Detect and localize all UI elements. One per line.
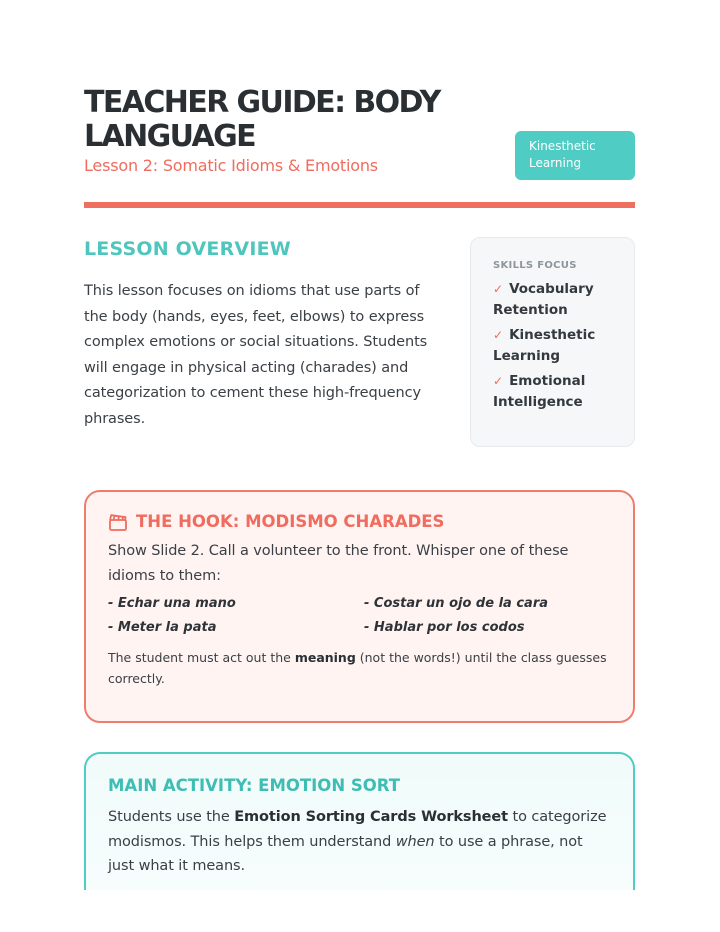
skill-item bbox=[493, 325, 616, 367]
check-icon: ✓ bbox=[493, 282, 504, 296]
main-activity-text: Students use the Emotion Sorting Cards Worksheet to categorize modismos. This helps them understand when to use a phrase, not just what it means. bbox=[108, 809, 607, 874]
hook-instruction: The student must act out the meaning (not the words!) until the class guesses correctly. bbox=[108, 650, 607, 686]
skill-item bbox=[493, 279, 616, 321]
idiom-item: - Echar una mano bbox=[108, 596, 236, 611]
skills-focus-label: SKILLS FOCUS bbox=[493, 260, 577, 271]
page-bottom-cutoff bbox=[0, 890, 720, 932]
overview-heading: LESSON OVERVIEW bbox=[84, 238, 291, 260]
hook-intro: Show Slide 2. Call a volunteer to the front. Whisper one of these idioms to them: bbox=[108, 543, 569, 584]
skill-label: Emotional Intelligence bbox=[493, 373, 586, 410]
header-divider bbox=[84, 202, 635, 208]
skills-list bbox=[493, 279, 616, 413]
check-icon: ✓ bbox=[493, 374, 504, 388]
idiom-list bbox=[108, 596, 611, 635]
hook-title: THE HOOK: MODISMO CHARADES bbox=[136, 512, 445, 531]
skills-focus-card bbox=[470, 237, 635, 447]
skill-label: Kinesthetic Learning bbox=[493, 327, 596, 364]
idiom-item: - Costar un ojo de la cara bbox=[364, 596, 548, 611]
emphasis-meaning: meaning bbox=[294, 650, 356, 665]
idiom-item: - Hablar por los codos bbox=[364, 620, 525, 635]
check-icon: ✓ bbox=[493, 328, 504, 342]
idiom-item: - Meter la pata bbox=[108, 620, 217, 635]
emphasis-when: when bbox=[395, 833, 435, 850]
main-activity-heading: MAIN ACTIVITY: EMOTION SORT bbox=[108, 776, 400, 795]
lesson-subtitle: Lesson 2: Somatic Idioms & Emotions bbox=[84, 156, 378, 175]
worksheet-name: Emotion Sorting Cards Worksheet bbox=[234, 809, 508, 825]
skill-item bbox=[493, 371, 616, 413]
page-title: TEACHER GUIDE: BODY LANGUAGE bbox=[84, 85, 440, 154]
learning-style-badge: Kinesthetic Learning bbox=[515, 131, 635, 180]
hook-card bbox=[84, 490, 635, 723]
skill-label: Vocabulary Retention bbox=[493, 281, 594, 318]
clapperboard-icon bbox=[108, 513, 128, 531]
overview-text: This lesson focuses on idioms that use parts of the body (hands, eyes, feet, elbows) to express complex emotions or social situations. Students will engage in physical acting (charades) and categorization to cement these high-frequency phrases. bbox=[84, 283, 428, 427]
hook-heading bbox=[108, 512, 611, 531]
